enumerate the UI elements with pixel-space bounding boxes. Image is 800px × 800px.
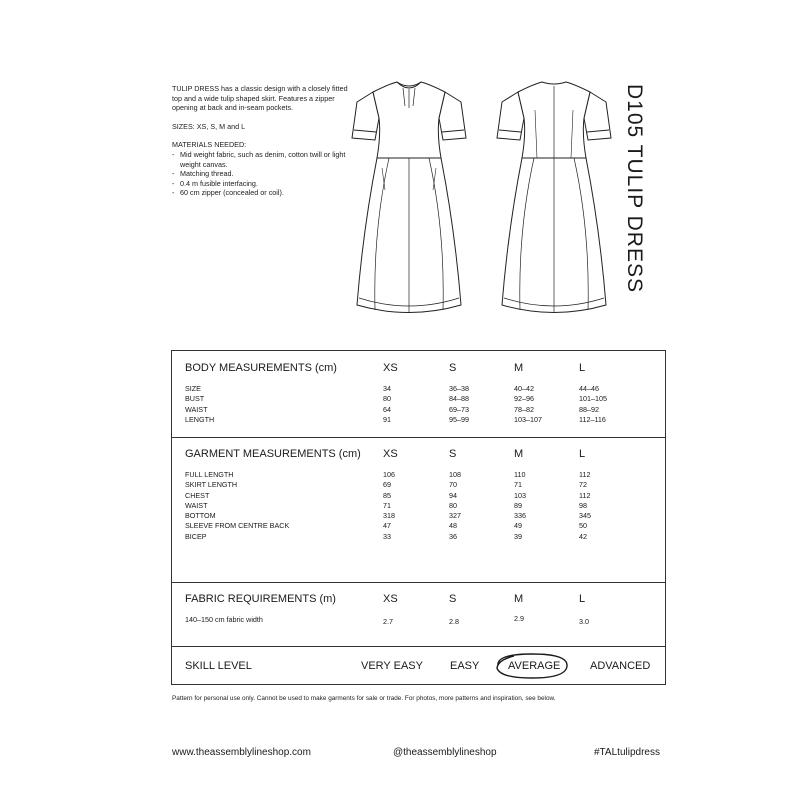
garment-values-xs [383, 470, 395, 542]
fabric-requirements-heading: FABRIC REQUIREMENTS (m) [185, 593, 336, 605]
cell-value: 47 [383, 521, 391, 531]
cell-value: 108 [449, 470, 461, 479]
cell-value: 112–116 [579, 414, 606, 424]
cell-value: 95–99 [449, 414, 469, 424]
cell-value: 88–92 [579, 404, 599, 414]
description-block [172, 84, 352, 198]
cell-value: 103 [514, 490, 526, 500]
cell-value: 69 [383, 480, 391, 490]
garment-values-l [579, 470, 591, 542]
cell-value: 40–42 [514, 384, 534, 393]
fabric-value-l: 3.0 [579, 617, 589, 626]
row-label: BICEP [185, 531, 207, 541]
skill-average: AVERAGE [508, 660, 561, 672]
cell-value: 36 [449, 531, 457, 541]
cell-value: 84–88 [449, 394, 469, 404]
fabric-value-xs: 2.7 [383, 617, 393, 626]
materials-heading: MATERIALS NEEDED: [172, 140, 247, 150]
size-header-l: L [579, 362, 586, 374]
body-measurements-heading: BODY MEASUREMENTS (cm) [185, 362, 337, 374]
cell-value: 72 [579, 480, 587, 490]
cell-value: 48 [449, 521, 457, 531]
dress-back-illustration [497, 82, 611, 313]
size-header-s: S [449, 362, 457, 374]
skill-level-label: SKILL LEVEL [185, 660, 252, 672]
description-sizes: SIZES: XS, S, M and L [172, 121, 246, 131]
cell-value: 106 [383, 470, 395, 479]
cell-value: 50 [579, 521, 587, 531]
size-header-xs: XS [383, 362, 398, 374]
cell-value: 33 [383, 531, 391, 541]
cell-value: 101–105 [579, 394, 607, 404]
size-header-xs: XS [383, 448, 398, 460]
selected-skill-circle [492, 651, 572, 681]
usage-note: Pattern for personal use only. Cannot be used to make garments for sale or trade. For photos, more patterns and inspiration, see below. [172, 695, 556, 702]
materials-item: - Mid weight fabric, such as denim, cotton twill or light weight canvas. [172, 150, 352, 169]
cell-value: 318 [383, 511, 395, 521]
garment-values-s [449, 470, 461, 542]
size-header-m: M [514, 362, 524, 374]
cell-value: 98 [579, 500, 587, 510]
materials-item: - Matching thread. [172, 169, 352, 179]
cell-value: 42 [579, 531, 587, 541]
skill-advanced: ADVANCED [590, 660, 651, 672]
cell-value: 78–82 [514, 404, 534, 414]
row-label: SLEEVE FROM CENTRE BACK [185, 521, 290, 531]
cell-value: 94 [449, 490, 457, 500]
materials-item: - 60 cm zipper (concealed or coil). [172, 188, 352, 198]
footer-website[interactable]: www.theassemblylineshop.com [172, 747, 311, 758]
body-values-l [579, 384, 607, 425]
skill-easy: EASY [450, 660, 480, 672]
cell-value: 69–73 [449, 404, 469, 414]
cell-value: 91 [383, 414, 391, 424]
body-values-xs [383, 384, 391, 425]
cell-value: 103–107 [514, 414, 542, 424]
cell-value: 36–38 [449, 384, 469, 393]
row-label: BUST [185, 394, 205, 404]
garment-values-m [514, 470, 526, 542]
cell-value: 112 [579, 490, 591, 500]
materials-item: - 0.4 m fusible interfacing. [172, 179, 352, 189]
cell-value: 345 [579, 511, 591, 521]
pattern-title: D105 TULIP DRESS [623, 84, 646, 293]
dress-illustrations [345, 80, 615, 345]
cell-value: 80 [449, 500, 457, 510]
cell-value: 71 [514, 480, 522, 490]
size-header-l: L [579, 448, 586, 460]
size-header-s: S [449, 448, 457, 460]
cell-value: 71 [383, 500, 391, 510]
dress-front-illustration [352, 82, 466, 313]
cell-value: 49 [514, 521, 522, 531]
cell-value: 112 [579, 470, 591, 479]
description-intro: TULIP DRESS has a classic design with a closely fitted top and a wide tulip shaped skirt. Features a zipper opening at back and in-seam pockets. [172, 84, 348, 113]
row-label: WAIST [185, 500, 208, 510]
row-label: SIZE [185, 384, 201, 393]
row-label: FULL LENGTH [185, 470, 234, 479]
cell-value: 89 [514, 500, 522, 510]
cell-value: 80 [383, 394, 391, 404]
footer-hashtag[interactable]: #TALtulipdress [594, 747, 660, 758]
row-label: SKIRT LENGTH [185, 480, 238, 490]
size-header-m: M [514, 593, 524, 605]
body-values-m [514, 384, 542, 425]
row-label: WAIST [185, 404, 208, 414]
body-values-s [449, 384, 469, 425]
skill-very-easy: VERY EASY [361, 660, 423, 672]
size-header-xs: XS [383, 593, 398, 605]
garment-labels [185, 470, 289, 542]
row-label: LENGTH [185, 414, 215, 424]
size-header-m: M [514, 448, 524, 460]
cell-value: 110 [514, 470, 526, 479]
footer-handle[interactable]: @theassemblylineshop [393, 747, 497, 758]
size-header-s: S [449, 593, 457, 605]
fabric-value-m: 2.9 [514, 614, 524, 623]
fabric-value-s: 2.8 [449, 617, 459, 626]
cell-value: 327 [449, 511, 461, 521]
cell-value: 85 [383, 490, 391, 500]
cell-value: 39 [514, 531, 522, 541]
measurement-table [171, 350, 666, 685]
garment-measurements-heading: GARMENT MEASUREMENTS (cm) [185, 448, 361, 460]
fabric-width-label: 140–150 cm fabric width [185, 615, 263, 624]
section-divider [172, 437, 665, 438]
cell-value: 70 [449, 480, 457, 490]
row-label: CHEST [185, 490, 210, 500]
materials-list [172, 150, 352, 198]
size-header-l: L [579, 593, 586, 605]
cell-value: 336 [514, 511, 526, 521]
cell-value: 92–96 [514, 394, 534, 404]
cell-value: 34 [383, 384, 391, 393]
cell-value: 64 [383, 404, 391, 414]
section-divider [172, 582, 665, 583]
row-label: BOTTOM [185, 511, 216, 521]
cell-value: 44–46 [579, 384, 599, 393]
body-labels [185, 384, 214, 425]
section-divider [172, 646, 665, 647]
